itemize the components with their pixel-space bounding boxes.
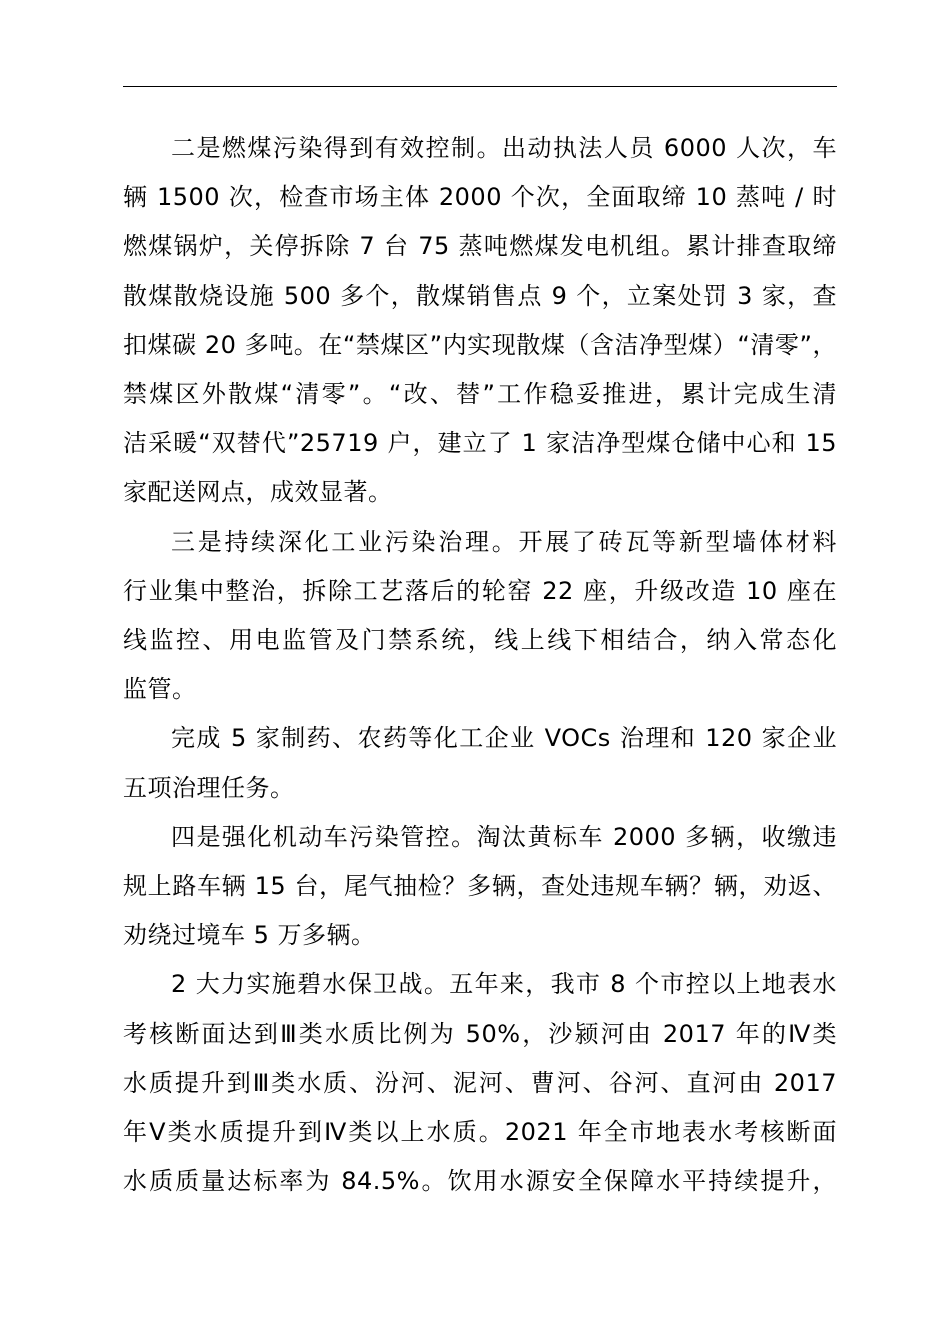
paragraph-vocs (123, 714, 837, 812)
paragraph-water-protection (123, 960, 837, 1206)
text-line: 扣煤碳 20 多吨。在“禁煤区”内实现散煤（含洁净型煤）“清零”， (123, 330, 837, 359)
text-line: 禁煤区外散煤“清零”。“改、替”工作稳妥推进，累计完成生清 (123, 380, 837, 409)
text-line: 散煤散烧设施 500 多个，散煤销售点 9 个，立案处罚 3 家，查 (123, 281, 837, 310)
text-line: 洁采暖“双替代”25719 户，建立了 1 家洁净型煤仓储中心和 15 (123, 429, 837, 458)
text-line: 三是持续深化工业污染治理。开展了砖瓦等新型墙体材料 (171, 527, 837, 556)
text-line: 二是燃煤污染得到有效控制。出动执法人员 6000 人次，车 (171, 134, 837, 162)
text-line: 行业集中整治，拆除工艺落后的轮窑 22 座，升级改造 10 座在 (123, 576, 837, 605)
text-line: 完成 5 家制药、农药等化工企业 VOCs 治理和 120 家企业 (171, 724, 837, 753)
text-line: 考核断面达到Ⅲ类水质比例为 50%，沙颍河由 2017 年的Ⅳ类 (123, 1019, 837, 1048)
text-line: 年Ⅴ类水质提升到Ⅳ类以上水质。2021 年全市地表水考核断面 (123, 1118, 837, 1147)
text-line: 水质质量达标率为 84.5%。饮用水源安全保障水平持续提升， (123, 1167, 837, 1196)
text-line: 四是强化机动车污染管控。淘汰黄标车 2000 多辆，收缴违 (171, 822, 837, 851)
text-line: 2 大力实施碧水保卫战。五年来，我市 8 个市控以上地表水 (171, 970, 837, 999)
text-line: 燃煤锅炉，关停拆除 7 台 75 蒸吨燃煤发电机组。累计排查取缔 (123, 232, 837, 261)
paragraph-industrial-pollution (123, 518, 837, 715)
document-body (123, 124, 837, 1206)
paragraph-vehicle-pollution (123, 813, 837, 961)
text-line: 水质提升到Ⅲ类水质、汾河、泥河、曹河、谷河、直河由 2017 (123, 1068, 837, 1097)
text-line: 规上路车辆 15 台，尾气抽检？多辆，查处违规车辆？辆，劝返、 (123, 872, 837, 901)
text-line: 监管。 (123, 675, 197, 704)
text-line: 家配送网点，成效显著。 (123, 478, 393, 507)
paragraph-coal-control (123, 124, 837, 518)
text-line: 线监控、用电监管及门禁系统，线上线下相结合，纳入常态化 (123, 626, 837, 655)
header-rule (123, 86, 837, 87)
text-line: 五项治理任务。 (123, 773, 295, 802)
text-line: 辆 1500 次，检查市场主体 2000 个次，全面取缔 10 蒸吨 / 时 (123, 183, 837, 212)
text-line: 劝绕过境车 5 万多辆。 (123, 921, 376, 950)
